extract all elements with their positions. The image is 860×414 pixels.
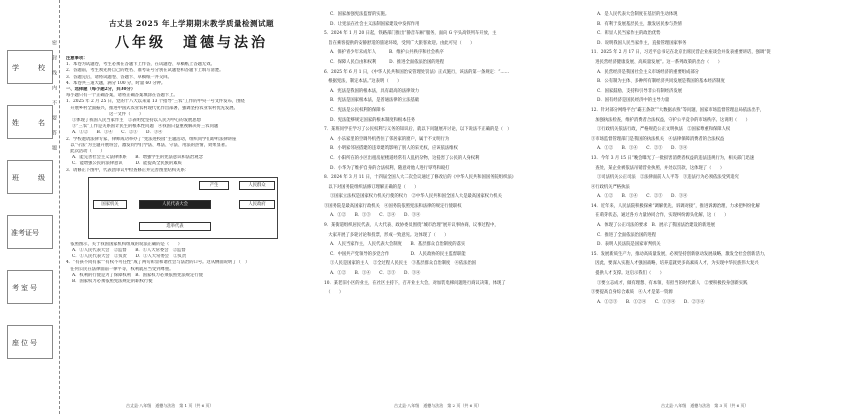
answer-options: A．①② B．①④ C．②③ D．③④ xyxy=(330,271,421,277)
question-line: B．公有制为主体、多种所有制经济共同发展是我国的基本经济制度 xyxy=(597,79,725,85)
question-line: C．彰显人民当家作主的政治优势 xyxy=(597,31,661,37)
answer-options: A．①② B．①④ C．②③ D．③④ xyxy=(597,146,688,152)
question-line: D．国有经济是国民经济中的主导力量 xyxy=(597,98,670,104)
answer-options: A．①②③ B．①②④ C．①③④ D．②③④ xyxy=(597,299,705,305)
question-line: 7．某班同学在学习了公民权利与义务的知识后，就以下问题展开讨论，以下说法不正确的是（ ） xyxy=(324,127,512,133)
diagram-node-organs: 国家机关 xyxy=(93,200,127,209)
answer-options: C．能增强公民的法律意识 D．能提高全民族的素质 xyxy=(72,161,182,167)
question-line: 9．某街道组织居民代表、人大代表、政协委员围绕“城市治理”展开议事协商，议事过程中， xyxy=(324,223,499,229)
page-footer: 古丈县·八年级 道德与法治 第 1 页（共 6 页） xyxy=(126,403,214,408)
question-line: 8．2024 年 3 月 11 日，十四届全国人大二次会议通过了修改后的《中华人民共和国国务院组织法》 xyxy=(324,175,516,181)
field-school: 学 校 xyxy=(7,50,53,84)
diagram-node-congress: 人民代表大会 xyxy=(139,200,211,209)
question-line: ①人民是国家的主人 ②全过程人民民主 ③基层群众自治制度 ④依法治国 xyxy=(330,261,477,267)
question-line: C．中国共产党领导的多党合作 D．人民政协的民主监督职能 xyxy=(330,251,466,257)
question-line: D．表明人民法院是国家审判机关 xyxy=(597,242,661,248)
page-column-2 xyxy=(324,0,585,414)
question-list xyxy=(324,10,585,298)
answer-options: A．宪法是我国的根本法，具有最高的法律效力 xyxy=(330,88,420,94)
question-line: 15．发展新质生产力，推动高质量发展，必须坚持创新驱动发展战略，激发全社会创新活力， xyxy=(591,251,769,257)
diagram-node-government: 人民政府 xyxy=(239,200,275,209)
question-line: 提供人才支撑。这启示我们（ ） xyxy=(591,271,665,277)
question-line: 开展乡村全面振兴，推进中国式农业农村现代化作出部署，强调坚持农业农村优先发展。 xyxy=(66,105,238,111)
question-line: ③市场监督管理部门是我国的执法机关 ④法律保障消费者的合法权益 xyxy=(591,136,725,142)
answer-options: A．①人民代表大会 ②监督 B．①人大常委会 ②监督 xyxy=(72,248,186,254)
question-line: 3．请修正下图中，代表团审议中检查修正并完善图里结构关系： xyxy=(66,167,190,173)
question-line: 进民营经济健康发展、高质量发展”。这一系列政策的出台（ ） xyxy=(591,59,723,65)
field-class: 班 级 xyxy=(7,160,53,194)
subject-title: 八年级 道德与法治 xyxy=(115,35,268,51)
question-line: 查处，某企业被依法吊销营业执照，并处以罚款，这体现了（ ） xyxy=(591,165,725,171)
question-line: 大家开展了多轮讨论和投票，形成一致意见。这体现了（ ） xyxy=(324,232,449,238)
question-line: 依照图示，关于我国国家机构组成的说法正确的是（ ） xyxy=(66,241,183,247)
section-heading: 一、选择题（每小题2分，共30分） xyxy=(66,87,136,93)
notice-heading: 注意事项： xyxy=(66,56,88,61)
answer-options: A．①② B．①④ C．②③ D．③④ xyxy=(597,194,688,200)
question-line: ①要立志成才，做有理想、有本领、有担当的时代新人 ②要积极投身创新实践 xyxy=(597,280,748,286)
field-seat: 座位号 xyxy=(7,325,53,359)
answer-options: B．国家权力必须依照宪法规定的职权行使 xyxy=(72,279,153,285)
field-exam-number: 准考证号 xyxy=(7,215,53,249)
question-line: 因此，要深入实施人才强国战略，培养造就更多高素质人才，为实现中华民族伟大复兴 xyxy=(591,261,759,267)
question-line: ④行政机关严格执法 xyxy=(591,184,630,190)
diagram-node-people: 人民群众 xyxy=(239,181,275,190)
notice-item: 1．本卷为试题卷，考生必须在答题卡上作答，在试题卷、草稿纸上答题无效。 xyxy=(66,62,215,68)
diagram-node-elect: 选举代表 xyxy=(139,222,211,231)
page-column-1 xyxy=(66,0,317,414)
question-line: D．让宪法在社会主义法制国家建设中发挥作用 xyxy=(330,21,420,27)
question-line: 10．某老旧小区的业主，在社区主持下，召开业主大会，对加装电梯问题进行商议决策，体现了 xyxy=(324,280,506,286)
question-line: 4．“有孩不同有家”“有权不可任性”成了两句彰显和谐社会与法治的口号。这从侧面说明了（ ） xyxy=(66,260,250,266)
question-line: ③国务院是最高国家行政机关 ④国务院依照宪法和法律的规定行使职权 xyxy=(324,203,462,209)
question-line: B．宪法是国家根本法，是普通法律的立法基础 xyxy=(330,98,420,104)
answer-options: A．体现了公正司法的要求 B．展示了我国法治建设的新进展 xyxy=(597,223,715,229)
question-line: ①体现了我国人民当家作主 ②表明党坚持以人民为中心的发展思想 xyxy=(72,118,201,124)
question-line: ③“三农”工作是关系国计民生的根本性问题 ④我国日益重视解决好三农问题 xyxy=(72,124,219,130)
answer-options: A．是人民代表大会制度在基层的生动体现 xyxy=(597,12,678,17)
question-line: 以下对国务院组织法修订理解正确的是（ ） xyxy=(324,184,419,190)
question-line: B．小明家邻居搭建的违章建筑影响了别人的采光权，应该依法维权 xyxy=(330,146,458,152)
question-line: ①国家立法权是国家权力机关行使的权力 ②中华人民共和国全国人大是最高国家权力机关 xyxy=(330,194,502,200)
question-line: D．小华为了维护自身的合法权利，随意对他人进行辱骂和殴打 xyxy=(330,165,450,171)
answer-options: A．能完善社会主义法律体系 B．增强学生的宪法意识和法治观念 xyxy=(72,155,203,161)
question-line: C．国家鼓励、支持和引导非公有制经济发展 xyxy=(597,88,682,94)
notice-item: 2．答题前，考生须先将自己的姓名、准考证号分别在试题卷和答题卡上填写清楚。 xyxy=(66,68,224,74)
question-line: 旨在乘客提供的安静舒适的旅途环境，受到广大旅客欢迎。由此可见（ ） xyxy=(324,40,475,46)
answer-options: A．①② B．①③ C．②④ D．③④ xyxy=(330,213,421,219)
question-line: 13．今年 3 月 15 日“晚会曝光了一批损害消费者权益的违法违规行为，相关部门迅速 xyxy=(591,155,755,161)
answer-options: A．小乐家里的空调外机挡住了邻居家的窗户，属于不文明行为 xyxy=(330,136,450,142)
exam-title: 古丈县 2025 年上学期期末教学质量检测试题 xyxy=(108,19,275,28)
answer-options: A．保护青少年未成年人 B．维护公共秩序和社会秩序 xyxy=(330,50,444,56)
seal-line-text: 密 封 线 内 不 要 答 题 xyxy=(51,40,57,150)
page-footer: 古丈县·八年级 道德与法治 第 3 页（共 6 页） xyxy=(661,403,749,408)
question-line: C．小阳所在的小区出租房屋楼道经常有人乱扔杂物，这侵害了公民的人身权利 xyxy=(330,155,480,161)
section-subheading: 每小题只有一个正确答案，请将正确答案填涂在答题卡上。 xyxy=(66,93,178,99)
question-line: 1．2025 年 2 月 25 日，党的十八大以来第 13 个指导“三农”工作的中央一号文件发布，围绕 xyxy=(66,99,245,105)
question-line: ①行政机关依法行政，严格规范公正文明执法 ②国家尊重和保障人权 xyxy=(597,127,731,133)
question-line: ③要提高自身综合素质 ④人才是第一资源 xyxy=(591,290,673,296)
question-list xyxy=(66,99,317,173)
question-line: 5．2024 年 1 月 20 日起，铁路部门推出“静音车厢”服务，面向 G 字头高铁列车开放，主 xyxy=(324,31,497,37)
field-room: 考室号 xyxy=(7,270,53,304)
question-line: 这一文件（ ） xyxy=(66,111,144,117)
question-line: 2．学校邀请法律专家、律师成功举办了“宪法进校园”主题活动，组织同学们聆听法律讲座 xyxy=(66,136,237,142)
question-line: （ ） xyxy=(324,290,344,296)
question-list xyxy=(591,10,856,307)
question-line: C．保障人民自由和权利 D．推进全面依法治国的进程 xyxy=(330,59,445,65)
answer-options: A．人民当家作主，人民代表大会制度 B．基层群众自治制度的落实 xyxy=(330,242,466,248)
notice-item: 4．本卷共三道大题，满分 100 分，时量 60 分钟。 xyxy=(66,80,166,86)
answer-options: C．①人民代表大会 ②负责 D．①人大常委会 ②负责 xyxy=(72,254,187,260)
answer-options: A．①② B．①④ C．②③ D．③④ xyxy=(72,130,163,136)
field-name: 姓 名 xyxy=(7,105,53,139)
question-line: 此次活动（ ） xyxy=(66,149,105,155)
question-line: ①司法机关公正司法 ②法律面前人人平等 ③违法行为必须依法受到追究 xyxy=(597,175,739,181)
page-footer: 古丈县·八年级 道德与法治 第 2 页（共 6 页） xyxy=(394,403,482,408)
question-line: C．宪法是公民权利的保障书 xyxy=(330,107,385,113)
binding-strip xyxy=(0,0,60,414)
question-line: 以“守法”为主题开展班会，激发同学们学法、尊法、守法、用法的热情，效果显著。 xyxy=(66,142,230,148)
question-line: 根据宪法，制定本法。”这表明（ ） xyxy=(324,79,402,85)
question-line: C．推进了全面依法治国的进程 xyxy=(597,232,657,238)
answer-options: A．民营经济是我国社会主义市场经济的重要组成部分 xyxy=(597,69,699,75)
question-line: 11．2025 年 2 月 17 日，习近平总书记在北京出席民营企业座谈会并发表重要讲话，强调“促 xyxy=(591,50,771,56)
question-line: 任何公民在法律面前一律平等，权利就应当受到尊重。 xyxy=(66,266,174,272)
question-line: 6．2025 年 6 月 1 日，《中华人民共和国治安管理处罚法》正式施行，该法的第一条规定：“…… xyxy=(324,69,509,75)
question-line: 在萌芽状态，通过各方力量协同合作，实现纠纷源头化解，这（ ） xyxy=(591,213,729,219)
question-line: 加强执法检查，维护消费者合法权益，守护公平竞争的市场秩序。这说明（ ） xyxy=(591,117,750,123)
question-line: C．国家加强宪法监督的实施。 xyxy=(330,12,390,17)
diagram-node-produce: 产生 xyxy=(199,181,229,190)
question-line: 14．近年来，人民法院积极探索“调解优先、诉调对接”，推进诉源治理，力求把纠纷化解 xyxy=(591,203,760,209)
question-list xyxy=(66,242,317,285)
question-line: B．有利于发展基层民主，激发居民参与热情 xyxy=(597,21,682,27)
state-organs-diagram xyxy=(88,177,278,239)
question-line: D．说明我国人民当家作主，直接管理国家事务 xyxy=(597,40,687,46)
page-column-3 xyxy=(591,0,856,414)
answer-options: A．权利的行使是为了保障权利 B．国家权力必须依照宪法规定行使 xyxy=(72,272,203,278)
notice-item: 3．答题完后，请将试题卷、答题卡、草稿纸一并交回。 xyxy=(66,74,172,80)
question-line: D．宪法能够规定国家的根本制度和根本任务 xyxy=(330,117,416,123)
question-line: 12．针对部分网络平台“霸王条款”“大数据杀熟”等问题，国家市场监督管理总局依法出手， xyxy=(591,107,765,113)
